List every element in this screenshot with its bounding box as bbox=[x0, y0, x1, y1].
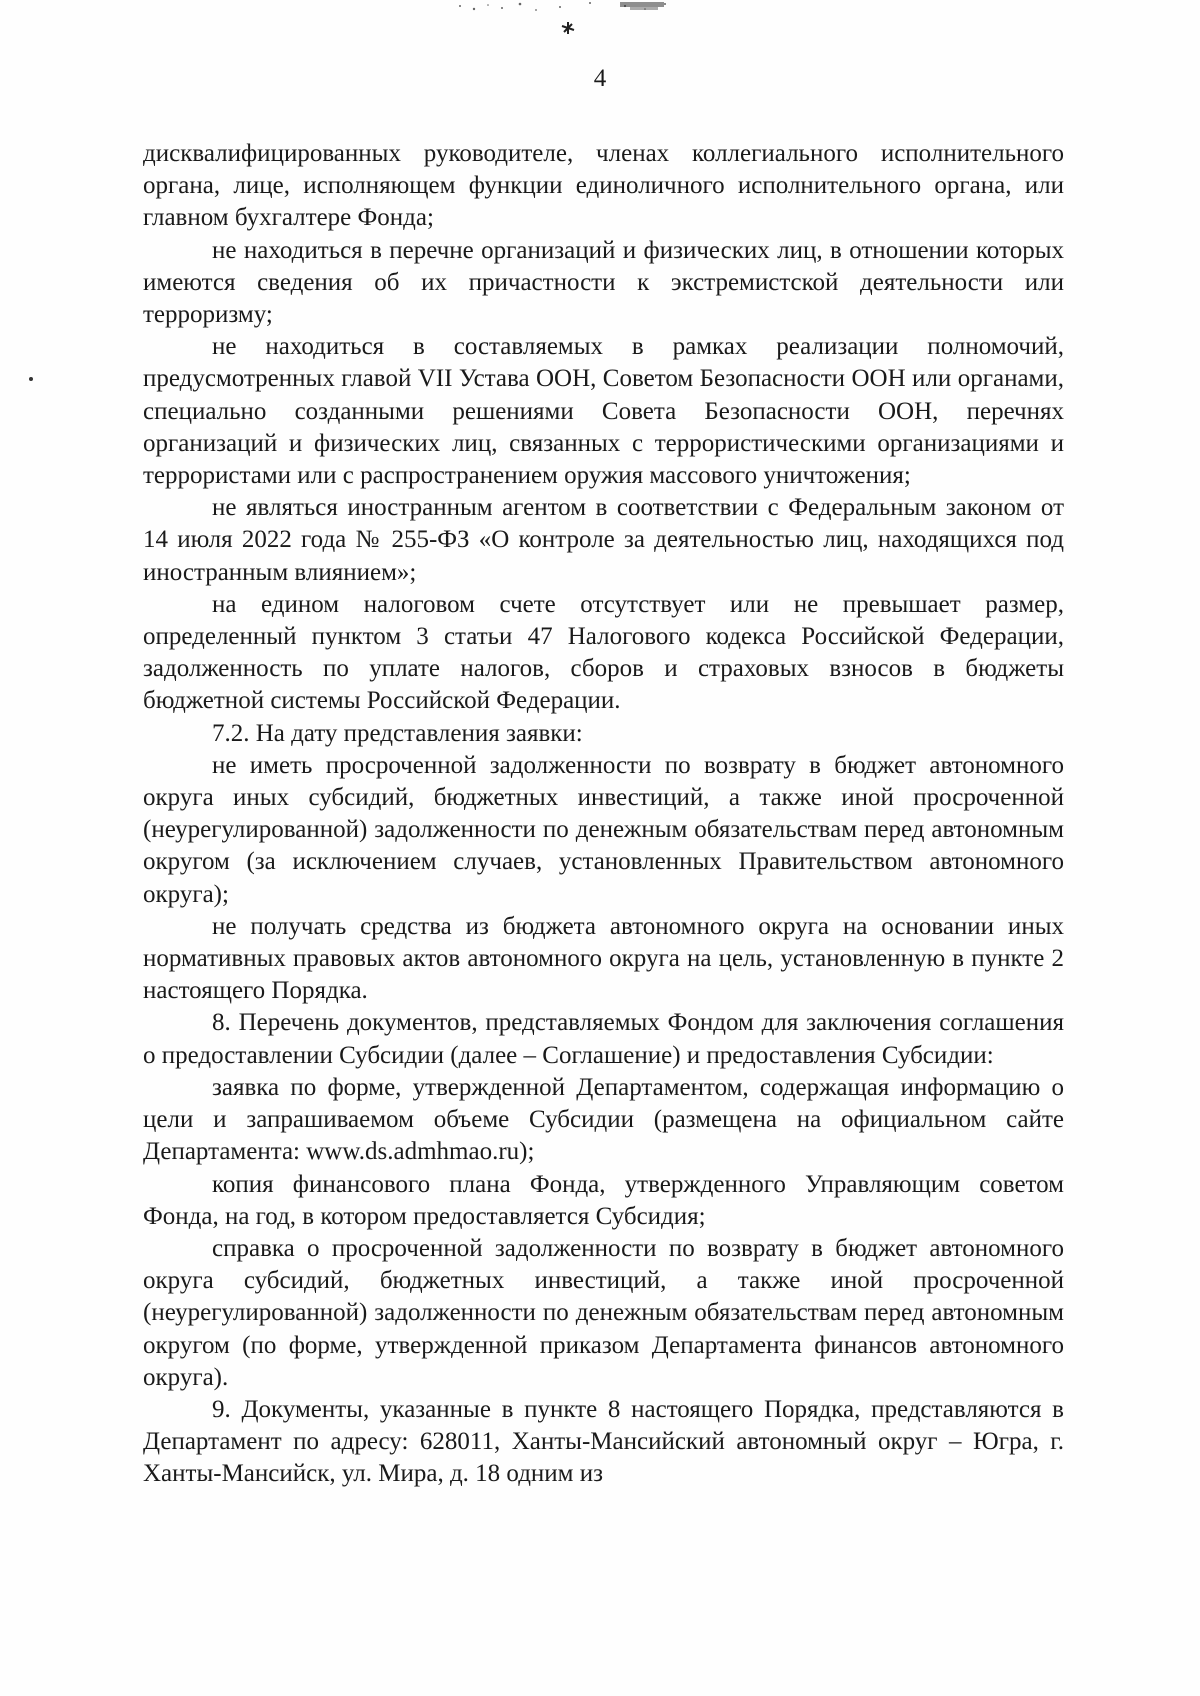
paragraph: не находиться в составляемых в рамках реализации полномочий, предусмотренных главой VII Устава ООН, Советом Безопасности ООН или органами, специально созданными решениями Совета Безопасности ООН, перечнях организаций и физических лиц, связанных с террористическими организациями и террористами или с распространением оружия массового уничтожения; bbox=[143, 333, 1064, 490]
paragraph: не получать средства из бюджета автономного округа на основании иных нормативных правовых актов автономного округа на цель, установленную в пункте 2 настоящего Порядка. bbox=[143, 912, 1064, 1005]
paragraph: не находиться в перечне организаций и физических лиц, в отношении которых имеются сведения об их причастности к экстремистской деятельности или терроризму; bbox=[143, 236, 1064, 329]
scan-artifact-marks bbox=[440, 0, 760, 40]
paragraph: копия финансового плана Фонда, утвержденного Управляющим советом Фонда, на год, в котором предоставляется Субсидия; bbox=[143, 1170, 1064, 1230]
paragraph: дисквалифицированных руководителе, членах коллегиального исполнительного органа, лице, исполняющем функции единоличного исполнительного органа, или главном бухгалтере Фонда; bbox=[143, 140, 1064, 232]
paragraph: заявка по форме, утвержденной Департаментом, содержащая информацию о цели и запрашиваемом объеме Субсидии (размещена на официальном сайте Департамента: www.ds.admhmao.ru); bbox=[143, 1073, 1064, 1166]
page-number: 4 bbox=[593, 65, 607, 92]
scan-speck bbox=[29, 377, 33, 381]
document-body bbox=[143, 138, 1064, 1491]
paragraph: на едином налоговом счете отсутствует или не превышает размер, определенный пунктом 3 статьи 47 Налогового кодекса Российской Федерации, задолженность по уплате налогов, сборов и страховых взносов в бюджеты бюджетной системы Российской Федерации. bbox=[143, 590, 1064, 715]
paragraph: не иметь просроченной задолженности по возврату в бюджет автономного округа иных субсидий, бюджетных инвестиций, а также иной просроченной (неурегулированной) задолженности по денежным обязательствам перед автономным округом (за исключением случаев, установленных Правительством автономного округа); bbox=[143, 751, 1064, 908]
paragraph: не являться иностранным агентом в соответствии с Федеральным законом от 14 июля 2022 года № 255-ФЗ «О контроле за деятельностью лиц, находящихся под иностранным влиянием»; bbox=[143, 494, 1064, 586]
paragraph: справка о просроченной задолженности по возврату в бюджет автономного округа субсидий, бюджетных инвестиций, а также иной просроченной (неурегулированной) задолженности по денежным обязательствам перед автономным округом (по форме, утвержденной приказом Департамента финансов автономного округа). bbox=[143, 1234, 1064, 1391]
section-heading: 7.2. На дату представления заявки: bbox=[212, 719, 583, 747]
paragraph: 9. Документы, указанные в пункте 8 настоящего Порядка, представляются в Департамент по адресу: 628011, Ханты-Мансийский автономный округ – Югра, г. Ханты-Мансийск, ул. Мира, д. 18 одним из bbox=[143, 1395, 1064, 1488]
paragraph: 8. Перечень документов, представляемых Фондом для заключения соглашения о предоставлении Субсидии (далее – Соглашение) и предоставления Субсидии: bbox=[143, 1009, 1064, 1069]
